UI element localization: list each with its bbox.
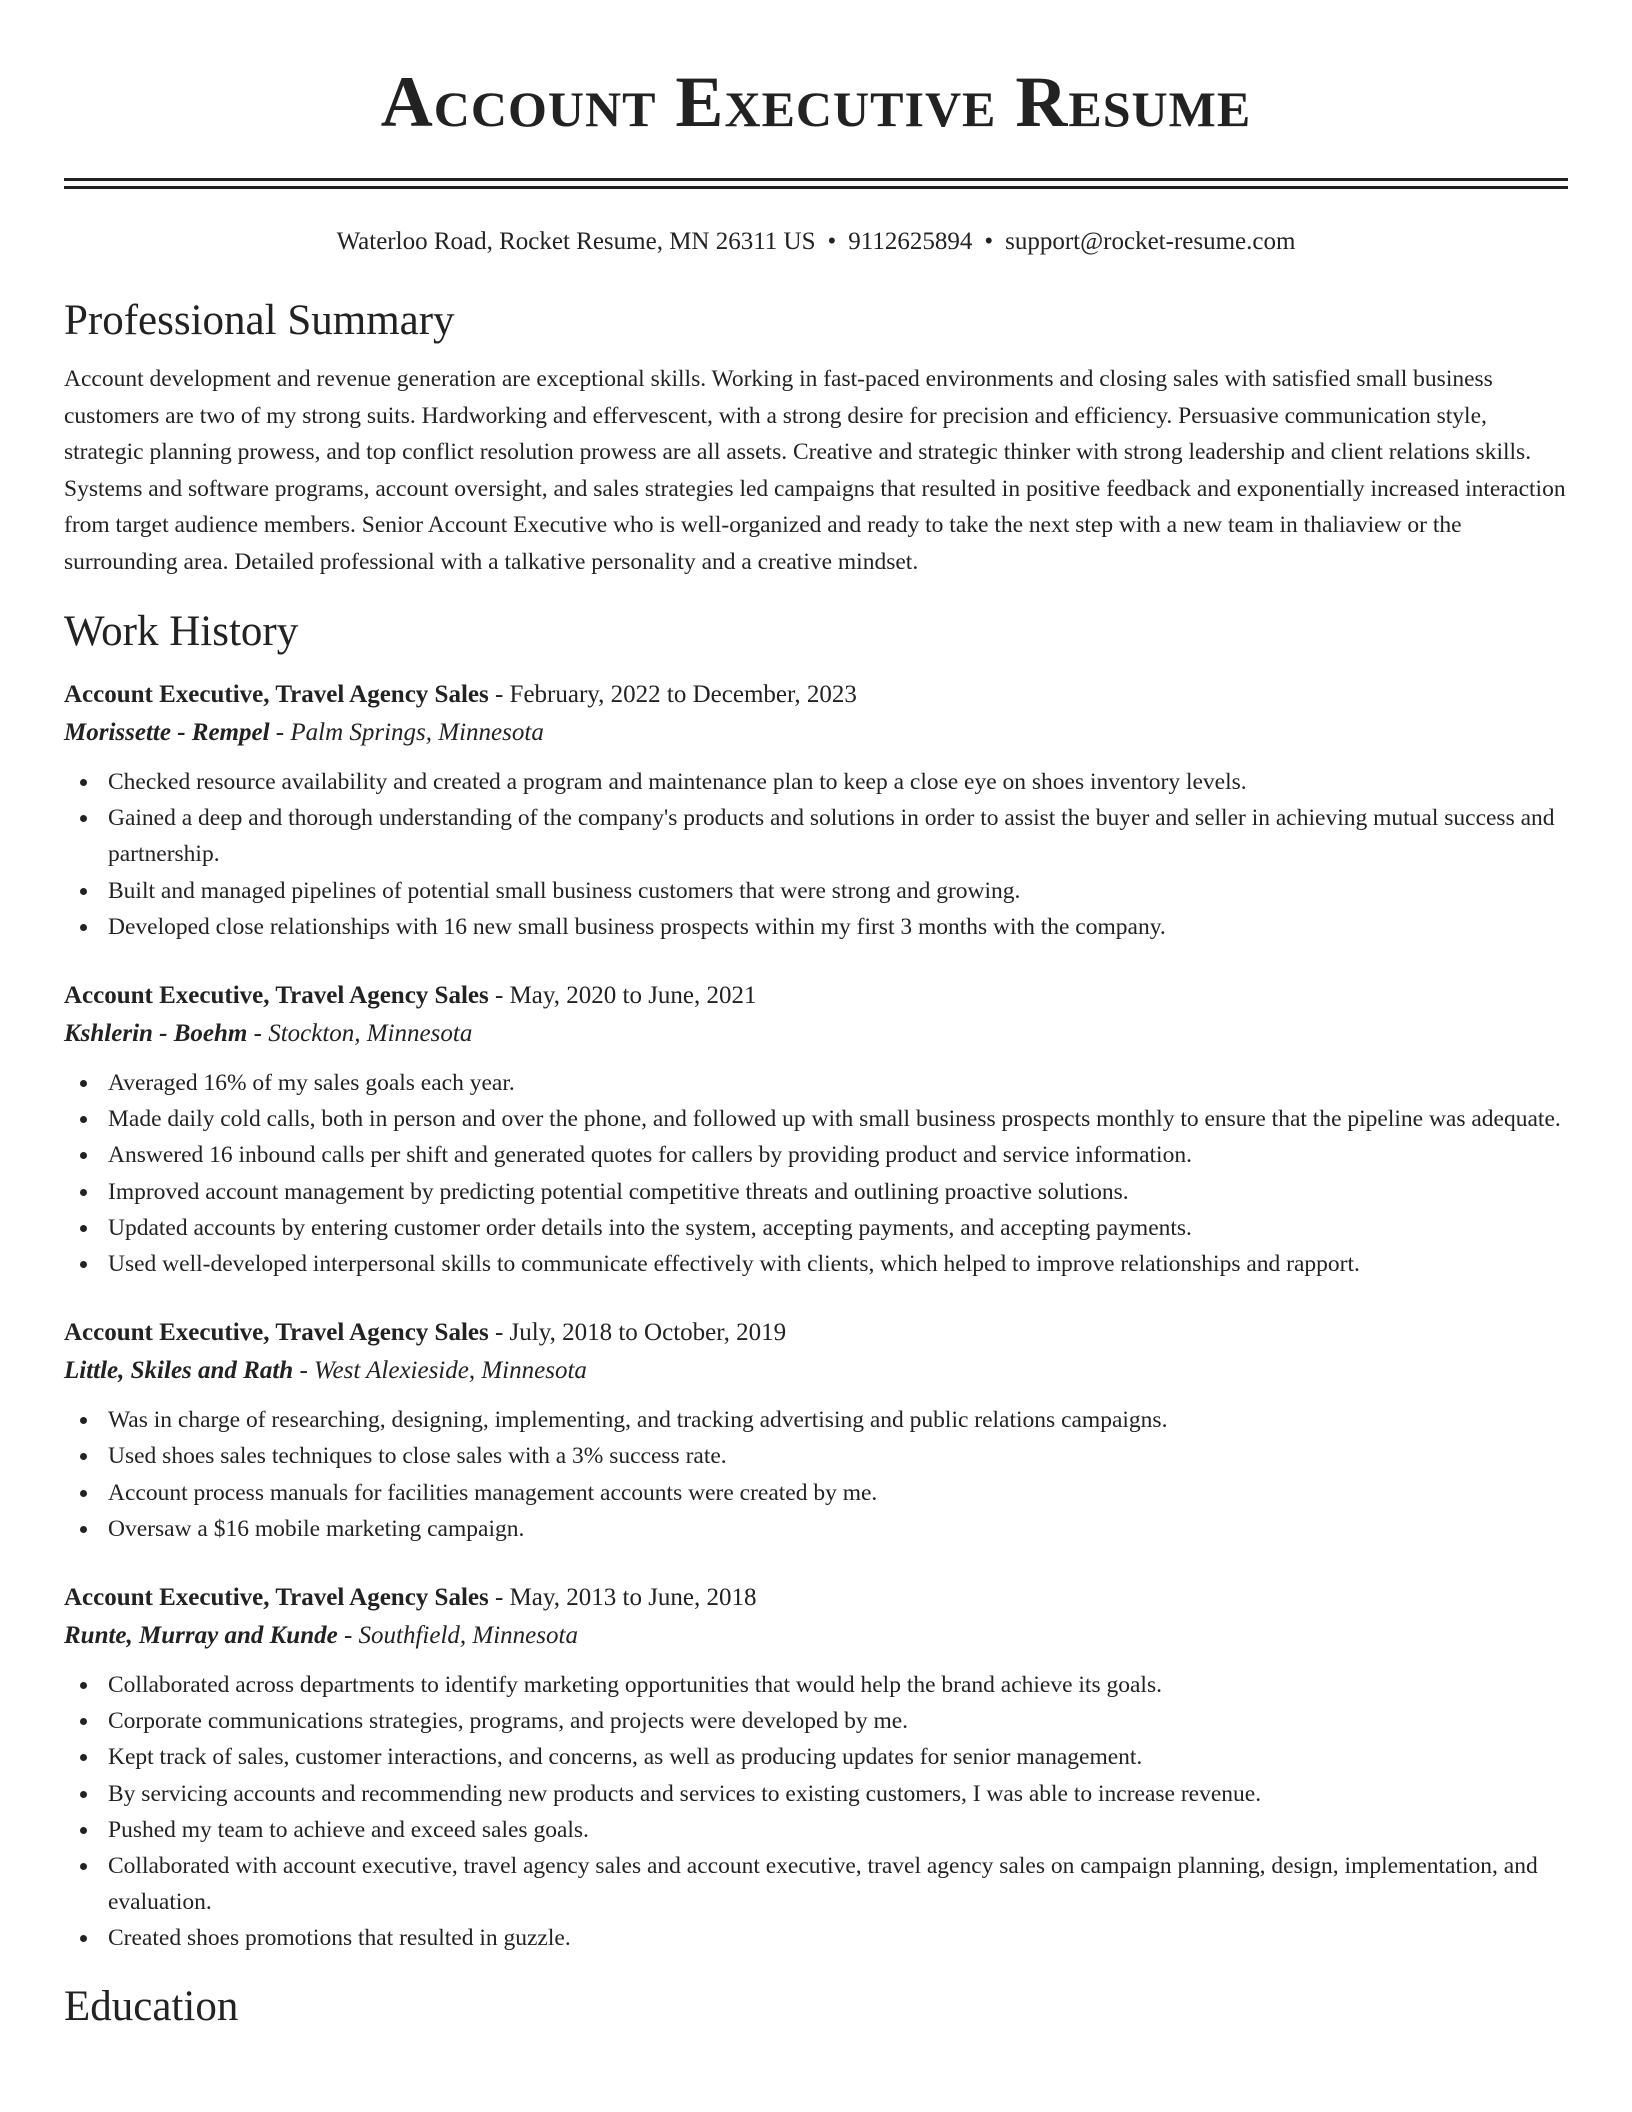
job-bullets [64, 1065, 1568, 1282]
job-bullet: Was in charge of researching, designing, implementing, and tracking advertising and public relations campaigns. [64, 1402, 1568, 1438]
job-bullet: Improved account management by predicting potential competitive threats and outlining proactive solutions. [64, 1174, 1568, 1210]
contact-separator: • [827, 228, 837, 255]
title-double-rule [64, 178, 1568, 189]
job-title-line [64, 676, 1568, 714]
job-bullet: By servicing accounts and recommending new products and services to existing customers, I was able to increase revenue. [64, 1776, 1568, 1812]
job-bullet: Used shoes sales techniques to close sales with a 3% success rate. [64, 1438, 1568, 1474]
contact-phone: 9112625894 [848, 228, 973, 255]
job-dates: - May, 2013 to June, 2018 [488, 1584, 757, 1612]
job-company: Kshlerin - Boehm [64, 1020, 248, 1048]
work-history-heading: Work History [64, 608, 299, 655]
job-bullet: Account process manuals for facilities management accounts were created by me. [64, 1475, 1568, 1511]
job-company-line [64, 714, 1568, 752]
contact-email: support@rocket-resume.com [1005, 228, 1296, 255]
job-title: Account Executive, Travel Agency Sales [64, 1319, 489, 1347]
job-company-line [64, 1617, 1568, 1655]
job-location: - Stockton, Minnesota [247, 1020, 473, 1048]
job-title: Account Executive, Travel Agency Sales [64, 1584, 489, 1612]
job-bullet: Oversaw a $16 mobile marketing campaign. [64, 1511, 1568, 1547]
job-bullets [64, 1402, 1568, 1547]
job-bullet: Answered 16 inbound calls per shift and generated quotes for callers by providing product and service information. [64, 1137, 1568, 1173]
job-entry [64, 1579, 1568, 1957]
contact-line [64, 225, 1568, 259]
job-bullet: Used well-developed interpersonal skills to communicate effectively with clients, which helped to improve relationships and rapport. [64, 1246, 1568, 1282]
job-title-line [64, 977, 1568, 1015]
job-location: - Southfield, Minnesota [337, 1622, 578, 1650]
job-location: - Palm Springs, Minnesota [269, 719, 544, 746]
job-bullet: Developed close relationships with 16 new small business prospects within my first 3 months with the company. [64, 909, 1568, 945]
job-title-line [64, 1314, 1568, 1352]
job-bullet: Averaged 16% of my sales goals each year. [64, 1065, 1568, 1101]
job-location: - West Alexieside, Minnesota [293, 1357, 587, 1385]
job-company: Runte, Murray and Kunde [64, 1622, 338, 1650]
job-bullet: Gained a deep and thorough understanding of the company's products and solutions in order to assist the buyer and seller in achieving mutual success and partnership. [64, 800, 1568, 872]
job-company-line [64, 1015, 1568, 1053]
job-bullet: Checked resource availability and created a program and maintenance plan to keep a close eye on shoes inventory levels. [64, 764, 1568, 800]
job-entry [64, 1314, 1568, 1547]
job-company: Morissette - Rempel [64, 719, 270, 746]
job-dates: - February, 2022 to December, 2023 [488, 681, 857, 708]
job-dates: - July, 2018 to October, 2019 [488, 1319, 787, 1347]
job-bullet: Pushed my team to achieve and exceed sales goals. [64, 1812, 1568, 1848]
summary-text: Account development and revenue generation are exceptional skills. Working in fast-paced environments and closing sales with satisfied small business customers are two of my strong suits. Hardworking and effervescent, with a strong desire for precision and efficiency. Persuasive communication style, strategic planning prowess, and top conflict resolution prowess are all assets. Creative and strategic thinker with strong leadership and client relations skills. Systems and software programs, account oversight, and sales strategies led campaigns that resulted in positive feedback and exponentially increased interaction from target audience members. Senior Account Executive who is well-organized and ready to take the next step with a new team in thaliaview or the surrounding area. Detailed professional with a talkative personality and a creative mindset. [64, 366, 1566, 575]
job-title: Account Executive, Travel Agency Sales [64, 681, 489, 708]
job-bullet: Collaborated with account executive, travel agency sales and account executive, travel agency sales on campaign planning, design, implementation, and evaluation. [64, 1848, 1568, 1920]
job-bullet: Corporate communications strategies, programs, and projects were developed by me. [64, 1703, 1568, 1739]
job-bullet: Updated accounts by entering customer order details into the system, accepting payments, and accepting payments. [64, 1210, 1568, 1246]
job-bullet: Built and managed pipelines of potential small business customers that were strong and growing. [64, 873, 1568, 909]
contact-separator: • [984, 228, 994, 255]
job-entry [64, 977, 1568, 1282]
job-entry [64, 676, 1568, 945]
job-title: Account Executive, Travel Agency Sales [64, 982, 489, 1010]
job-bullets [64, 1667, 1568, 1957]
job-dates: - May, 2020 to June, 2021 [488, 982, 757, 1010]
contact-address: Waterloo Road, Rocket Resume, MN 26311 US [336, 228, 816, 255]
job-bullets [64, 764, 1568, 945]
resume-title: Account Executive Resume [380, 62, 1252, 142]
job-title-line [64, 1579, 1568, 1617]
job-bullet: Created shoes promotions that resulted in guzzle. [64, 1920, 1568, 1956]
summary-heading: Professional Summary [64, 297, 455, 344]
job-company-line [64, 1352, 1568, 1390]
job-bullet: Collaborated across departments to identify marketing opportunities that would help the brand achieve its goals. [64, 1667, 1568, 1703]
education-heading: Education [64, 1982, 239, 2030]
job-bullet: Made daily cold calls, both in person and over the phone, and followed up with small business prospects monthly to ensure that the pipeline was adequate. [64, 1101, 1568, 1137]
job-company: Little, Skiles and Rath [64, 1357, 294, 1385]
job-bullet: Kept track of sales, customer interactions, and concerns, as well as producing updates for senior management. [64, 1739, 1568, 1775]
